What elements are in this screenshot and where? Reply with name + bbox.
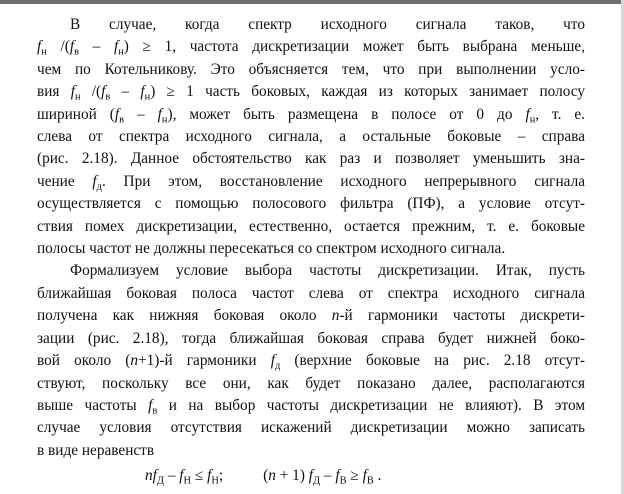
math-variable: n — [268, 467, 276, 485]
text-line: чем по Котельникову. Это объясняется тем, что при выполнении усло- — [37, 60, 585, 78]
text-line: зации (рис. 2.18), тогда ближайшая боковая справа будет нижней боко- — [37, 329, 585, 347]
inequality: $nf_Д - f_Н \le f_Н$; — [145, 467, 224, 487]
math-frequency: $f_н$ — [113, 38, 124, 59]
math-frequency: $f_В$ — [335, 467, 347, 487]
inequalities — [37, 465, 585, 487]
inequality: (n + 1) $f_Д - f_В \ge f_В$ . — [263, 467, 382, 487]
text-line: ствуют, поскольку все они, как будет показано далее, располагаются — [37, 374, 585, 392]
math-frequency: $f_д$ — [92, 172, 102, 193]
math-frequency: $f_н$ — [70, 83, 81, 103]
window-top-border — [0, 0, 624, 4]
math-frequency: $f_н$ — [525, 105, 536, 126]
text-line: случае условия отсутствия искажений дискретизации можно записать — [37, 419, 585, 437]
text-line: выше частоты $f_в$ и на выбор частоты дискретизации не влияют). В этом — [37, 396, 586, 417]
math-frequency: $f_Д$ — [308, 467, 321, 487]
math-frequency: $f_д$ — [270, 352, 281, 372]
math-frequency: $f_н$ — [37, 38, 47, 59]
document-page — [37, 14, 585, 487]
math-variable: n — [130, 352, 138, 370]
text-line: слева от спектра исходного сигнала, а остальные боковые – справа — [37, 128, 585, 146]
text-line: (рис. 2.18). Данное обстоятельство как раз и позволяет уменьшить зна- — [37, 150, 585, 168]
text-line: в виде неравенств — [37, 441, 155, 459]
math-frequency: $f_в$ — [69, 38, 79, 59]
math-frequency: $f_в$ — [114, 105, 125, 126]
math-frequency: $f_н$ — [157, 105, 168, 126]
math-frequency: $f_В$ — [362, 467, 374, 487]
text-line: В случае, когда спектр исходного сигнала таков, что — [70, 16, 585, 33]
text-line: $f_н$ $/(f_в - f_н) \ge 1$, частота дискретизации может быть выбрана меньше, — [37, 38, 586, 59]
math-frequency: $f_н$ — [140, 83, 151, 103]
text-line: чение $f_д$. При этом, восстановление исходного непрерывного сигнала — [37, 172, 585, 193]
text-line: шириной $(f_в - f_н)$, может быть размещена в полосе от 0 до $f_н$, т. е. — [37, 105, 585, 126]
math-frequency: $f_Д$ — [152, 467, 164, 487]
paragraph-1 — [37, 14, 585, 260]
math-frequency: $f_Н$ — [179, 467, 192, 487]
text-line: осуществляется с помощью полосового фильтра (ПФ), а условие отсут- — [37, 195, 585, 213]
text-line: ствия помех дискретизации, естественно, остается прежним, т. е. боковые — [37, 217, 585, 235]
math-frequency: $f_Н$ — [207, 467, 219, 487]
text-line: вой около (n+1)-й гармоники $f_д$ (верхние боковые на рис. 2.18 отсут- — [37, 352, 585, 372]
math-frequency: $f_в$ — [148, 396, 158, 417]
math-variable: n — [331, 307, 340, 325]
math-variable: n — [145, 467, 153, 485]
math-frequency: $f_в$ — [101, 83, 111, 103]
paragraph-2 — [37, 260, 585, 462]
text-line: Формализуем условие выбора частоты дискретизации. Итак, пусть — [70, 262, 585, 280]
text-line: вия $f_н$ $/(f_в - f_н) \ge 1$ часть боковых, каждая из которых занимает полосу — [37, 83, 585, 103]
text-line: получена как нижняя боковая около n-й гармоники частоты дискрети- — [37, 307, 585, 325]
text-line: ближайшая боковая полоса частот слева от спектра исходного сигнала — [37, 284, 585, 302]
text-line: полосы частот не должны пересекаться со спектром исходного сигнала. — [37, 240, 506, 258]
